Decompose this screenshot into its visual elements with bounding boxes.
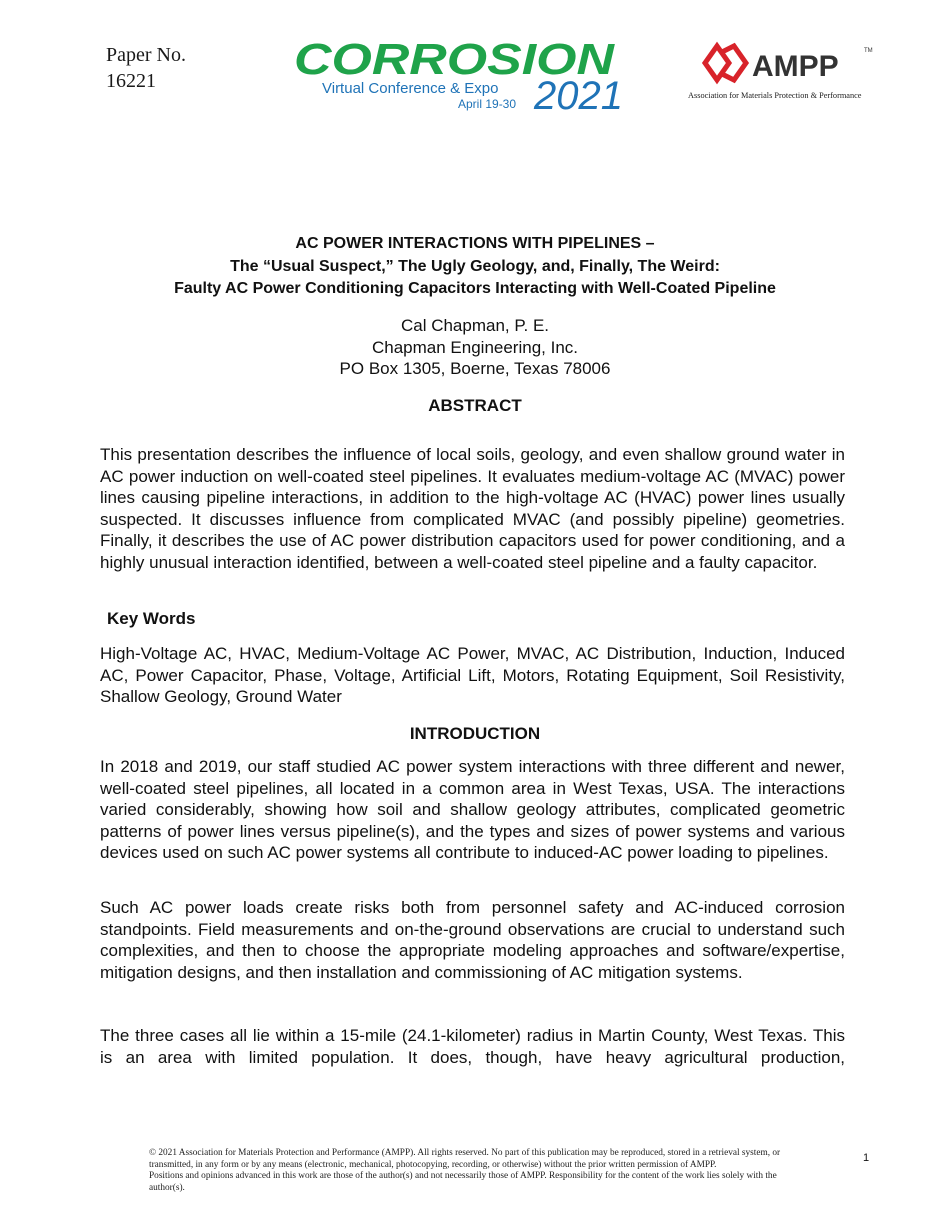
intro-paragraph-2: Such AC power loads create risks both from personnel safety and AC-induced corrosion standpoints. Field measurements and on-the-ground observations are crucial to understand such complexities, and then to choose the appropriate modeling approaches and software/expertise, mitigation designs, and then installation and commissioning of AC mitigation systems. xyxy=(100,898,845,982)
paper-number-block xyxy=(106,42,186,94)
logo-word: CORROSION xyxy=(294,36,616,84)
page-number: 1 xyxy=(863,1152,870,1164)
title-line-3: Faulty AC Power Conditioning Capacitors Interacting with Well-Coated Pipeline xyxy=(174,280,776,297)
ampp-word: AMPP xyxy=(752,50,839,83)
footer-copyright-block xyxy=(149,1148,789,1194)
ampp-tm: TM xyxy=(864,48,873,54)
logo-year: 2021 xyxy=(534,74,623,112)
footer-copyright: © 2021 Association for Materials Protection and Performance (AMPP). All rights reserved. No part of this publication may be reproduced, stored in a retrieval system, or transmitted, in any form or by any means (electronic, mechanical, photocopying, recording, or otherwise) without the prior written permission of AMPP. xyxy=(149,1148,781,1170)
intro-paragraph-3: The three cases all lie within a 15-mile (24.1-kilometer) radius in Martin County, West Texas. This is an area with limited population. It does, though, have heavy agricultural production, xyxy=(100,1026,845,1067)
title-line-1: AC POWER INTERACTIONS WITH PIPELINES – xyxy=(295,235,655,252)
ampp-mark-icon xyxy=(705,46,746,80)
keywords-heading: Key Words xyxy=(107,609,196,628)
author-name: Cal Chapman, P. E. xyxy=(400,316,550,335)
introduction-heading: INTRODUCTION xyxy=(409,724,541,743)
logo-subtitle: Virtual Conference & Expo xyxy=(322,80,499,97)
author-block xyxy=(100,315,850,380)
paper-title xyxy=(90,233,860,301)
author-address: PO Box 1305, Boerne, Texas 78006 xyxy=(339,359,611,378)
logo-dates: April 19-30 xyxy=(458,97,517,111)
author-company: Chapman Engineering, Inc. xyxy=(371,337,579,357)
ampp-tagline: Association for Materials Protection & Performance xyxy=(688,91,862,100)
title-line-2: The “Usual Suspect,” The Ugly Geology, and, Finally, The Weird: xyxy=(230,257,720,275)
abstract-text: This presentation describes the influence of local soils, geology, and even shallow ground water in AC power induction on well-coated steel pipelines. It evaluates medium-voltage AC (MVAC) power lines causing pipeline interactions, in addition to the high-voltage AC (HVAC) power lines usually suspected. It discusses influence from complicated MVAC (and possibly pipeline) geometries. Finally, it describes the use of AC power distribution capacitors used for power conditioning, and a highly unusual interaction identified, between a well-coated steel pipeline and a faulty capacitor. xyxy=(100,445,845,572)
abstract-heading: ABSTRACT xyxy=(428,396,522,415)
corrosion-2021-logo xyxy=(290,36,650,112)
ampp-logo xyxy=(700,38,875,88)
intro-paragraph-1: In 2018 and 2019, our staff studied AC power system interactions with three different and newer, well-coated steel pipelines, all located in a common area in West Texas, USA. The interactions varied considerably, showing how soil and shallow geology attributes, complicated geometric patterns of power lines versus pipeline(s), and the types and sizes of power systems and various devices used on such AC power systems all contribute to induced-AC power loading to pipelines. xyxy=(100,757,845,862)
footer-disclaimer: Positions and opinions advanced in this work are those of the author(s) and not necessarily those of AMPP. Responsibility for the content of the work lies solely with the author(s). xyxy=(149,1171,777,1193)
paper-number: 16221 xyxy=(106,70,156,92)
paper-number-label: Paper No. xyxy=(106,44,186,66)
keywords-text: High-Voltage AC, HVAC, Medium-Voltage AC Power, MVAC, AC Distribution, Induction, Induced AC, Power Capacitor, Phase, Voltage, Artificial Lift, Motors, Rotating Equipment, Soil Resistivity, Shallow Geology, Ground Water xyxy=(100,644,845,706)
